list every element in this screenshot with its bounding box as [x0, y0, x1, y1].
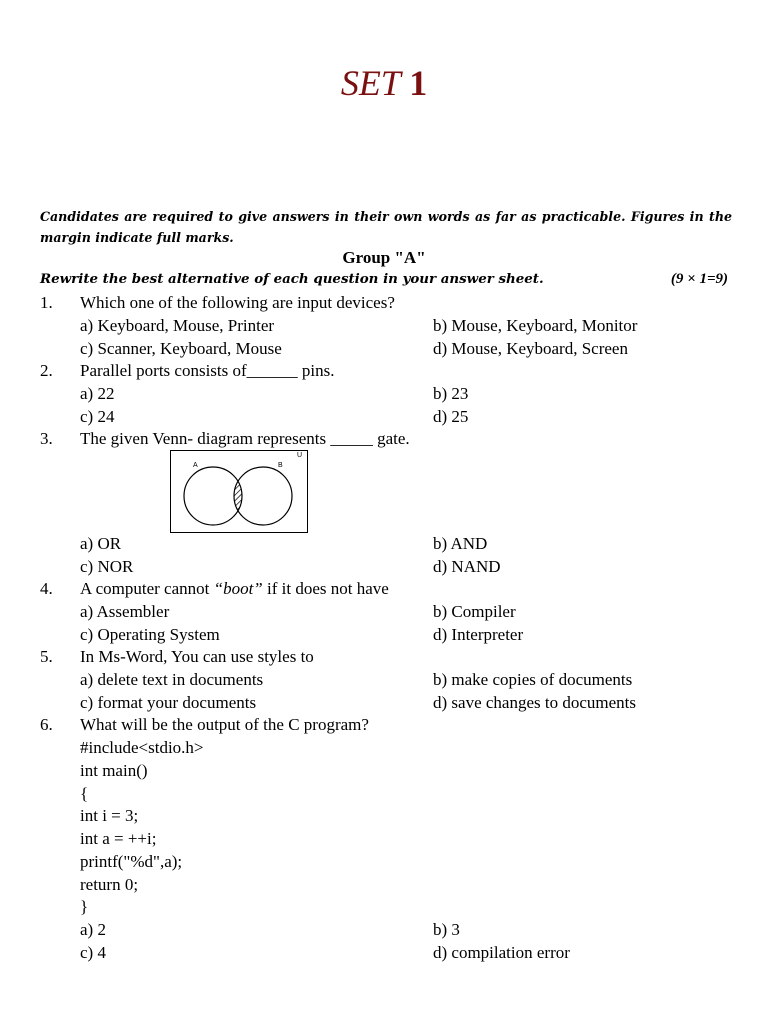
code-line: printf("%d",a);	[80, 852, 183, 871]
question-6-option-d: d) compilation error	[433, 943, 570, 962]
question-4-text-before: A computer cannot	[80, 579, 214, 598]
question-4-option-b: b) Compiler	[433, 602, 516, 621]
question-5-option-c: c) format your documents	[80, 693, 257, 712]
question-3-option-a: a) OR	[80, 534, 122, 553]
venn-label-b: B	[278, 462, 283, 469]
question-4-option-a: a) Assembler	[80, 602, 170, 621]
code-line: }	[80, 897, 89, 916]
code-line: return 0;	[80, 875, 139, 894]
question-4-option-d: d) Interpreter	[433, 625, 524, 644]
question-3-number: 3.	[40, 429, 53, 448]
code-line: int a = ++i;	[80, 829, 157, 848]
question-4-text-after: if it does not have	[262, 579, 389, 598]
code-line: {	[80, 784, 89, 803]
question-4-text	[80, 579, 389, 599]
question-5-text: In Ms-Word, You can use styles to	[80, 647, 314, 666]
question-2-text: Parallel ports consists of______ pins.	[80, 361, 335, 380]
venn-diagram-graphic	[171, 451, 307, 532]
question-1-text: Which one of the following are input devices?	[80, 293, 395, 312]
question-2-number: 2.	[40, 361, 53, 380]
question-6-number: 6.	[40, 715, 53, 734]
question-1-option-b: b) Mouse, Keyboard, Monitor	[433, 316, 638, 335]
set-label: SET	[340, 63, 401, 103]
venn-diagram	[170, 450, 308, 533]
instructions: Candidates are required to give answers in their own words as far as practicable. Figures in the margin indicate full marks.	[40, 209, 732, 245]
circle-a	[184, 467, 242, 525]
venn-label-u: U	[297, 452, 303, 459]
question-2-option-c: c) 24	[80, 407, 115, 426]
question-6-option-a: a) 2	[80, 920, 106, 939]
question-3-option-b: b) AND	[433, 534, 488, 553]
set-number: 1	[409, 63, 428, 103]
question-5-option-d: d) save changes to documents	[433, 693, 636, 712]
section-marks: (9 × 1=9)	[670, 271, 728, 287]
question-1-number: 1.	[40, 293, 53, 312]
code-line: int main()	[80, 761, 148, 780]
question-6-option-b: b) 3	[433, 920, 460, 939]
question-2-option-a: a) 22	[80, 384, 115, 403]
code-line: #include<stdio.h>	[80, 738, 204, 757]
venn-label-a: A	[193, 462, 198, 469]
question-6-option-c: c) 4	[80, 943, 106, 962]
question-5-number: 5.	[40, 647, 53, 666]
question-1-option-d: d) Mouse, Keyboard, Screen	[433, 339, 628, 358]
question-3-option-c: c) NOR	[80, 557, 134, 576]
question-4-option-c: c) Operating System	[80, 625, 220, 644]
question-5-option-b: b) make copies of documents	[433, 670, 633, 689]
question-2-option-d: d) 25	[433, 407, 469, 426]
question-5-option-a: a) delete text in documents	[80, 670, 264, 689]
group-title: Group "A"	[342, 248, 426, 267]
set-title	[0, 62, 768, 104]
question-1-option-c: c) Scanner, Keyboard, Mouse	[80, 339, 282, 358]
circle-b	[234, 467, 292, 525]
section-text: Rewrite the best alternative of each question in your answer sheet.	[40, 271, 544, 287]
question-1-option-a: a) Keyboard, Mouse, Printer	[80, 316, 275, 335]
question-4-number: 4.	[40, 579, 53, 598]
question-6-text: What will be the output of the C program?	[80, 715, 369, 734]
code-line: int i = 3;	[80, 806, 139, 825]
question-2-option-b: b) 23	[433, 384, 469, 403]
question-3-option-d: d) NAND	[433, 557, 501, 576]
question-3-text: The given Venn- diagram represents _____ gate.	[80, 429, 410, 448]
question-4-text-emphasis: “boot”	[213, 579, 263, 598]
section-instruction	[40, 271, 728, 287]
